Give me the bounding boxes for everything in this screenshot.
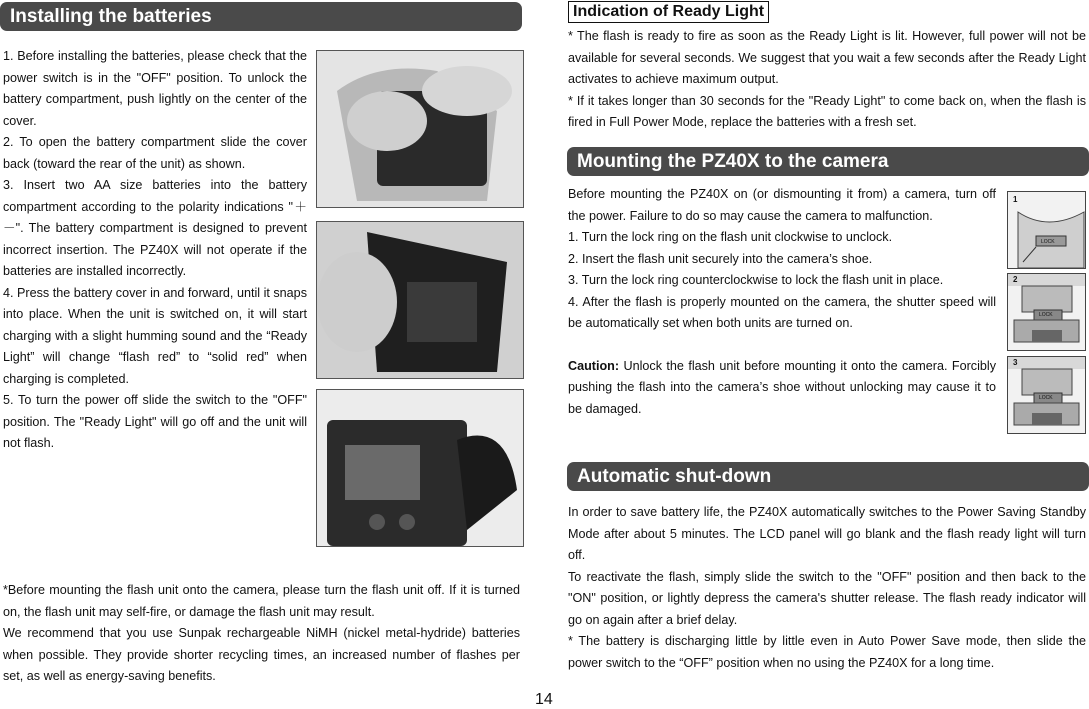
mounting-text: [568, 184, 996, 420]
battery-steps: [3, 46, 307, 455]
diagram-3-number: 3: [1013, 358, 1018, 367]
mounting-step-4: 4. After the flash is properly mounted on the camera, the shutter speed will be automatically set when both units are turned on.: [568, 294, 996, 330]
diagram-2-number: 2: [1013, 275, 1018, 284]
battery-step-3: 3. Insert two AA size batteries into the battery compartment according to the polarity indications "＋－". The battery compartment is designed to prevent incorrect insertion. The PZ40X will not operate if the batteries are installed incorrectly.: [3, 178, 307, 278]
diagram-1-number: 1: [1013, 195, 1018, 204]
shutdown-para-3: * The battery is discharging little by little even in Auto Power Save mode, then slide the power switch to the “OFF” position when no using the PZ40X for a long time.: [568, 634, 1086, 670]
diagram-2-lock-label: LOCK: [1039, 312, 1053, 318]
mount-diagram-1: [1007, 191, 1086, 269]
photo-insert-batteries: [316, 221, 524, 379]
caution-label: Caution:: [568, 358, 620, 373]
mount-diagram-2: [1007, 273, 1086, 351]
shutdown-para-2: To reactivate the flash, simply slide the switch to the "OFF" position and then back to the "ON" position, or lightly depress the camera's shutter release. The flash ready indicator will go on again after a brief delay.: [568, 569, 1086, 627]
shutdown-para-1: In order to save battery life, the PZ40X automatically switches to the Power Saving Standby Mode after about 5 minutes. The LCD panel will go blank and the flash ready light will turn off.: [568, 505, 1086, 562]
section-heading-batteries: Installing the batteries: [0, 2, 522, 31]
section-heading-ready-light: Indication of Ready Light: [568, 1, 769, 23]
page-number: 14: [535, 691, 553, 708]
mounting-intro: Before mounting the PZ40X on (or dismounting it from) a camera, turn off the power. Failure to do so may cause the camera to malfunction.: [568, 187, 996, 223]
left-notes: [3, 580, 520, 688]
caution-text: Unlock the flash unit before mounting it onto the camera. Forcibly pushing the flash into the camera’s shoe without unlocking may cause it to be damaged.: [568, 358, 996, 416]
mounting-step-3: 3. Turn the lock ring counterclockwise to lock the flash unit in place.: [568, 273, 944, 287]
section-heading-mounting: Mounting the PZ40X to the camera: [567, 147, 1089, 176]
photo-unlock-cover: [316, 50, 524, 208]
diagram-1-lock-label: LOCK: [1041, 239, 1055, 245]
photo-flash-rear: [316, 389, 524, 547]
note-power-off: *Before mounting the flash unit onto the camera, please turn the flash unit off. If it is turned on, the flash unit may self-fire, or damage the flash unit may result.: [3, 583, 520, 619]
diagram-3-lock-label: LOCK: [1039, 395, 1053, 401]
ready-light-text: [568, 26, 1086, 134]
note-nimh: We recommend that you use Sunpak rechargeable NiMH (nickel metal-hydride) batteries when possible. They provide shorter recycling times, an increased number of flashes per set, as well as energy-saving benefits.: [3, 626, 520, 683]
caution-paragraph: [568, 356, 996, 421]
mounting-step-1: 1. Turn the lock ring on the flash unit clockwise to unclock.: [568, 230, 893, 244]
mounting-step-2: 2. Insert the flash unit securely into the camera’s shoe.: [568, 251, 873, 266]
battery-step-5: 5. To turn the power off slide the switch to the "OFF" position. The "Ready Light" will go off and the unit will not flash.: [3, 393, 307, 450]
battery-step-2: 2. To open the battery compartment slide the cover back (toward the rear of the unit) as shown.: [3, 135, 307, 171]
shutdown-text: [568, 502, 1086, 674]
section-heading-shutdown: Automatic shut-down: [567, 462, 1089, 491]
ready-para-1: * The flash is ready to fire as soon as the Ready Light is lit. However, full power will not be available for several seconds. We suggest that you wait a few seconds after the Ready Light activates to achieve maximum output.: [568, 29, 1086, 86]
battery-step-1: 1. Before installing the batteries, please check that the power switch is in the "OFF" position. To unlock the battery compartment, push lightly on the center of the cover.: [3, 49, 307, 128]
battery-step-4: 4. Press the battery cover in and forward, until it snaps into place. When the unit is switched on, it will start charging with a slight humming sound and the “Ready Light” will change “flash red” to “solid red” when charging is completed.: [3, 285, 307, 386]
ready-para-2: * If it takes longer than 30 seconds for the "Ready Light" to come back on, when the flash is fired in Full Power Mode, replace the batteries with a fresh set.: [568, 93, 1086, 129]
mount-diagram-3: [1007, 356, 1086, 434]
